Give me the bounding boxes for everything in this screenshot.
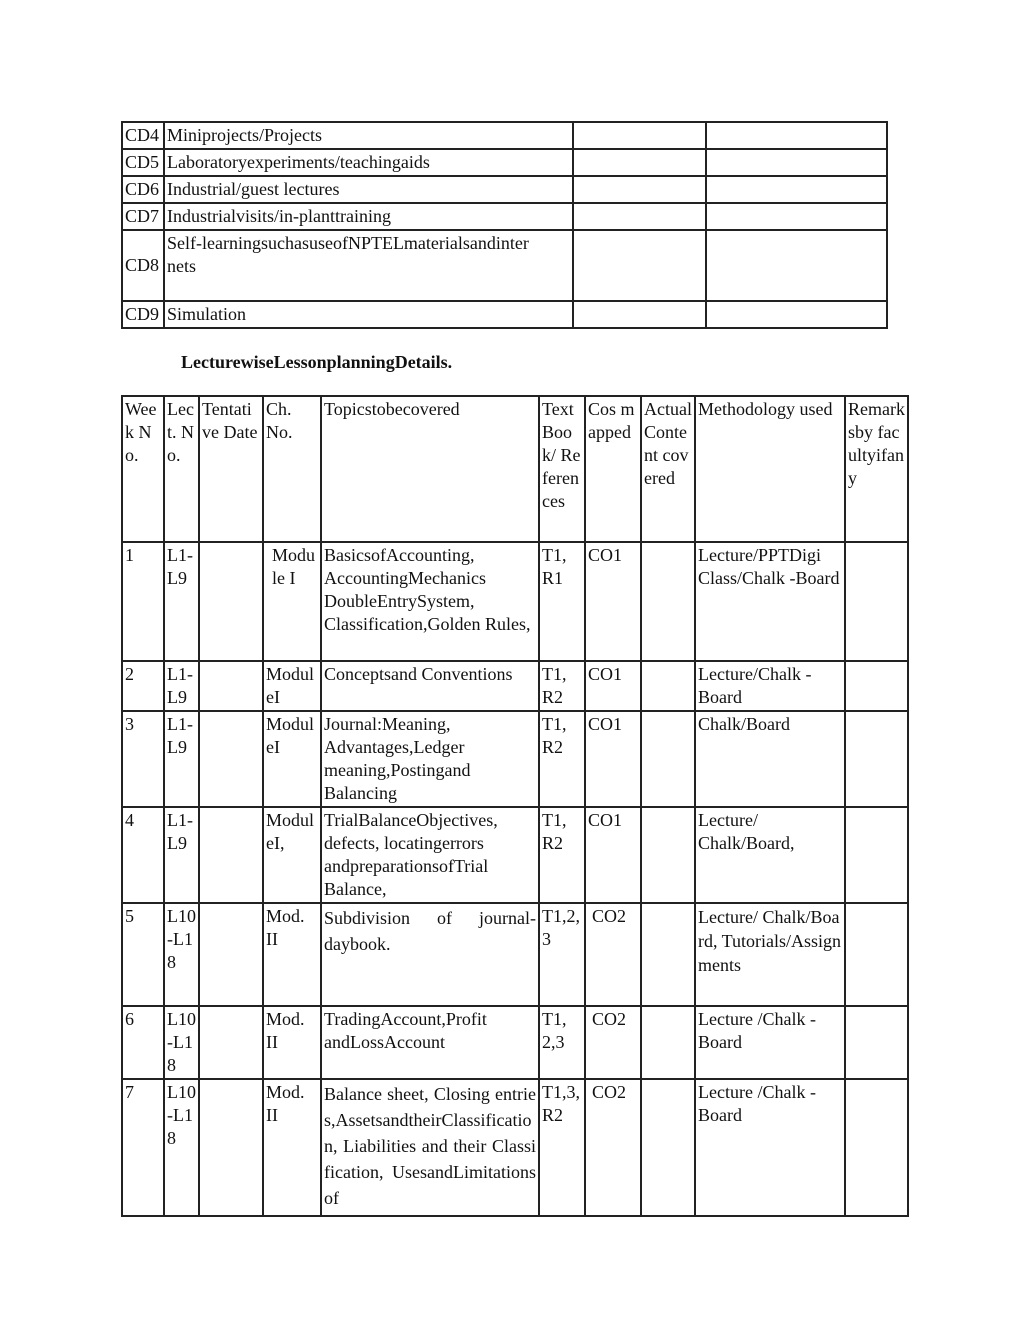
methodology-cell: Lecture /Chalk -Board — [695, 1006, 845, 1079]
lecture-cell: L1-L9 — [164, 807, 199, 903]
actual-cell — [641, 1006, 695, 1079]
cos-cell: CO2 — [585, 1006, 641, 1079]
text-book-cell: T1, R2 — [539, 711, 585, 807]
empty-cell — [706, 149, 887, 176]
chapter-cell: Mod. II — [263, 1006, 321, 1079]
date-cell — [199, 1079, 263, 1216]
empty-cell — [706, 122, 887, 149]
empty-cell — [573, 149, 706, 176]
table-row — [122, 203, 887, 230]
topics-cell: Balance sheet, Closing entries,AssetsandtheirClassification, Liabilities and their Classification, UsesandLimitationsof — [321, 1079, 539, 1216]
methodology-cell: Lecture/ Chalk/Board, Tutorials/Assignments — [695, 903, 845, 1006]
chapter-cell: ModuleI — [263, 711, 321, 807]
remarks-cell — [845, 903, 908, 1006]
header-actual-content: Actual Content covered — [641, 396, 695, 542]
methodology-cell: Lecture/ Chalk/Board, — [695, 807, 845, 903]
cd-description: Industrialvisits/in-planttraining — [164, 203, 573, 230]
empty-cell — [706, 203, 887, 230]
actual-cell — [641, 903, 695, 1006]
topics-cell: Subdivision of journal-daybook. — [321, 903, 539, 1006]
header-lecture-no: Lect. No. — [164, 396, 199, 542]
chapter-cell: Module I — [263, 542, 321, 661]
remarks-cell — [845, 807, 908, 903]
topics-cell: BasicsofAccounting, AccountingMechanics DoubleEntrySystem, Classification,Golden Rules, — [321, 542, 539, 661]
remarks-cell — [845, 711, 908, 807]
text-book-cell: T1, 2,3 — [539, 1006, 585, 1079]
week-cell: 4 — [122, 807, 164, 903]
date-cell — [199, 1006, 263, 1079]
table-row — [122, 903, 908, 1006]
week-cell: 5 — [122, 903, 164, 1006]
cos-cell: CO1 — [585, 807, 641, 903]
cd-description: Laboratoryexperiments/teachingaids — [164, 149, 573, 176]
cos-cell: CO1 — [585, 661, 641, 711]
chapter-cell: Mod. II — [263, 903, 321, 1006]
week-cell: 2 — [122, 661, 164, 711]
methodology-cell: Lecture/PPTDigi Class/Chalk -Board — [695, 542, 845, 661]
topics-cell: Conceptsand Conventions — [321, 661, 539, 711]
actual-cell — [641, 711, 695, 807]
table-row — [122, 661, 908, 711]
chapter-cell: Mod. II — [263, 1079, 321, 1216]
empty-cell — [573, 203, 706, 230]
lecture-cell: L1-L9 — [164, 542, 199, 661]
section-heading: LecturewiseLessonplanningDetails. — [181, 352, 453, 372]
empty-cell — [706, 176, 887, 203]
table-row — [122, 1006, 908, 1079]
actual-cell — [641, 542, 695, 661]
remarks-cell — [845, 542, 908, 661]
cos-cell: CO2 — [585, 903, 641, 1006]
week-cell: 7 — [122, 1079, 164, 1216]
chapter-cell: ModuleI — [263, 661, 321, 711]
header-topics: Topicstobecovered — [321, 396, 539, 542]
cd-code: CD9 — [122, 301, 164, 328]
course-delivery-table — [121, 121, 888, 329]
empty-cell — [573, 230, 706, 301]
text-book-cell: T1, R2 — [539, 807, 585, 903]
lecture-cell: L10-L18 — [164, 903, 199, 1006]
table-header-row — [122, 396, 908, 542]
topics-cell: Journal:Meaning, Advantages,Ledger meaning,Postingand Balancing — [321, 711, 539, 807]
methodology-cell: Chalk/Board — [695, 711, 845, 807]
header-week: Week No. — [122, 396, 164, 542]
week-cell: 1 — [122, 542, 164, 661]
remarks-cell — [845, 661, 908, 711]
remarks-cell — [845, 1006, 908, 1079]
cd-code: CD7 — [122, 203, 164, 230]
week-cell: 6 — [122, 1006, 164, 1079]
empty-cell — [706, 301, 887, 328]
cd-description: Self-learningsuchasuseofNPTELmaterialsandinternets — [164, 230, 573, 301]
text-book-cell: T1,3, R2 — [539, 1079, 585, 1216]
cd-code: CD8 — [122, 230, 164, 301]
lesson-plan-table — [121, 395, 909, 1217]
table-row — [122, 301, 887, 328]
header-chapter-no: Ch. No. — [263, 396, 321, 542]
lecture-cell: L10-L18 — [164, 1079, 199, 1216]
cd-description: Industrial/guest lectures — [164, 176, 573, 203]
empty-cell — [706, 230, 887, 301]
empty-cell — [573, 301, 706, 328]
topics-cell: TrialBalanceObjectives, defects, locatingerrors andpreparationsofTrial Balance, — [321, 807, 539, 903]
header-cos-mapped: Cos mapped — [585, 396, 641, 542]
header-text-book: Text Book/ References — [539, 396, 585, 542]
header-tentative-date: Tentative Date — [199, 396, 263, 542]
topics-cell: TradingAccount,Profit andLossAccount — [321, 1006, 539, 1079]
date-cell — [199, 903, 263, 1006]
chapter-cell: ModuleI, — [263, 807, 321, 903]
table-row — [122, 230, 887, 301]
table-row — [122, 542, 908, 661]
table-row — [122, 176, 887, 203]
date-cell — [199, 661, 263, 711]
lecture-cell: L10-L18 — [164, 1006, 199, 1079]
text-book-cell: T1, R2 — [539, 661, 585, 711]
cd-description: Simulation — [164, 301, 573, 328]
empty-cell — [573, 176, 706, 203]
lecture-cell: L1-L9 — [164, 711, 199, 807]
cos-cell: CO2 — [585, 1079, 641, 1216]
text-book-cell: T1, R1 — [539, 542, 585, 661]
actual-cell — [641, 661, 695, 711]
actual-cell — [641, 807, 695, 903]
table-row — [122, 122, 887, 149]
cd-code: CD6 — [122, 176, 164, 203]
date-cell — [199, 711, 263, 807]
header-methodology: Methodology used — [695, 396, 845, 542]
table-row — [122, 1079, 908, 1216]
table-row — [122, 711, 908, 807]
date-cell — [199, 542, 263, 661]
methodology-cell: Lecture/Chalk -Board — [695, 661, 845, 711]
actual-cell — [641, 1079, 695, 1216]
cd-code: CD5 — [122, 149, 164, 176]
cd-description: Miniprojects/Projects — [164, 122, 573, 149]
empty-cell — [573, 122, 706, 149]
table-row — [122, 807, 908, 903]
week-cell: 3 — [122, 711, 164, 807]
methodology-cell: Lecture /Chalk -Board — [695, 1079, 845, 1216]
cos-cell: CO1 — [585, 542, 641, 661]
date-cell — [199, 807, 263, 903]
lecture-cell: L1-L9 — [164, 661, 199, 711]
table-row — [122, 149, 887, 176]
header-remarks: Remarksby facultyifany — [845, 396, 908, 542]
cd-code: CD4 — [122, 122, 164, 149]
text-book-cell: T1,2,3 — [539, 903, 585, 1006]
cos-cell: CO1 — [585, 711, 641, 807]
remarks-cell — [845, 1079, 908, 1216]
